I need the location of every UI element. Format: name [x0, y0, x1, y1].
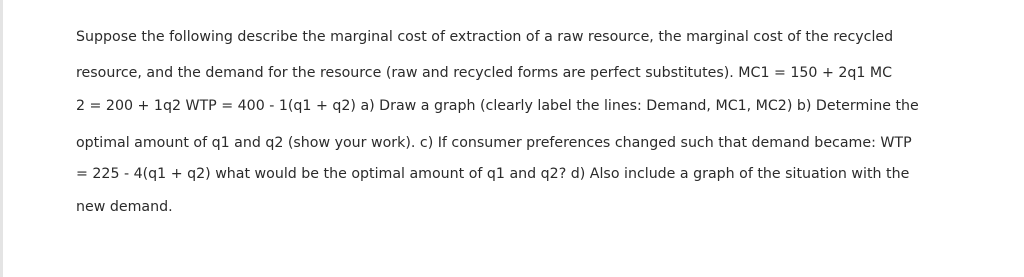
question-line-1: Suppose the following describe the marginal cost of extraction of a raw resource, the marginal cost of the recycled — [76, 29, 894, 45]
question-line-4: optimal amount of q1 and q2 (show your work). c) If consumer preferences changed such that demand became: WTP — [76, 135, 912, 151]
question-line-3: 2 = 200 + 1q2 WTP = 400 - 1(q1 + q2) a) Draw a graph (clearly label the lines: Demand, MC1, MC2) b) Determine the — [76, 98, 919, 114]
left-border — [0, 0, 3, 277]
question-line-5: = 225 - 4(q1 + q2) what would be the optimal amount of q1 and q2? d) Also include a graph of the situation with the — [76, 166, 910, 182]
question-line-6: new demand. — [76, 199, 173, 215]
question-line-2: resource, and the demand for the resource (raw and recycled forms are perfect substitutes). MC1 = 150 + 2q1 MC — [76, 65, 893, 81]
